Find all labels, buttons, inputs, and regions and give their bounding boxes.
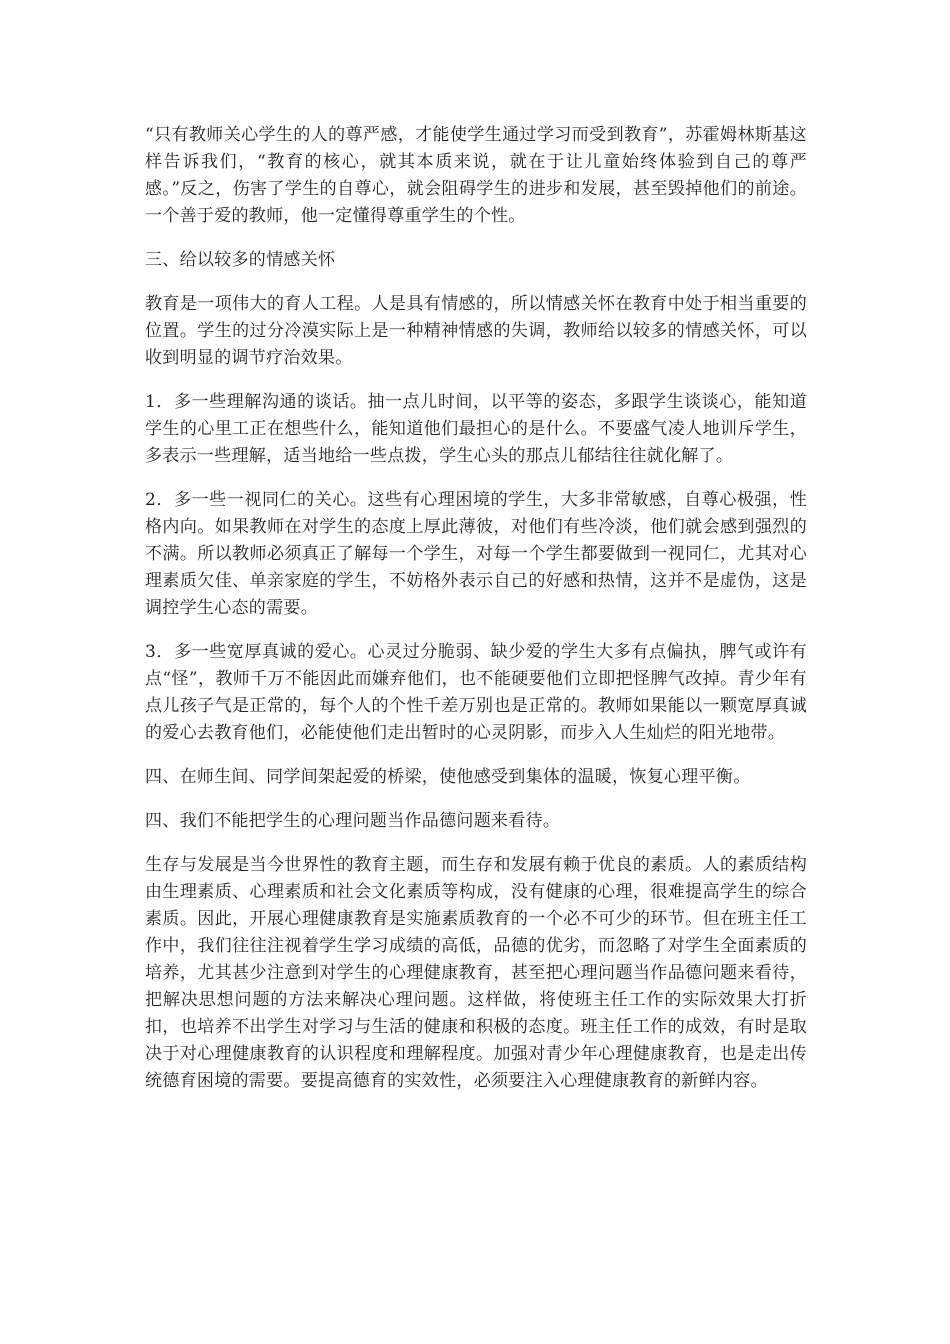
list-item-equal-care: 2．多一些一视同仁的关心。这些有心理困境的学生，大多非常敏感，自尊心极强，性格内向。如果教师在对学生的态度上厚此薄彼，对他们有些冷淡，他们就会感到强烈的不满。所以教师必须真正了解每一个学生，对每一个学生都要做到一视同仁，尤其对心理素质欠佳、单亲家庭的学生，不妨格外表示自己的好感和热情，这并不是虚伪，这是调控学生心态的需要。 <box>145 490 807 618</box>
paragraph-emotional-care: 教育是一项伟大的育人工程。人是具有情感的，所以情感关怀在教育中处于相当重要的位置。学生的过分冷漠实际上是一种精神情感的失调，教师给以较多的情感关怀，可以收到明显的调节疗治效果。 <box>145 294 807 368</box>
document-body <box>145 122 807 1112</box>
section-heading-emotional-care: 三、给以较多的情感关怀 <box>145 250 336 270</box>
section-heading-bridge-of-love: 四、在师生间、同学间架起爱的桥梁，使他感受到集体的温暖，恢复心理平衡。 <box>145 767 751 787</box>
paragraph-mental-health-education: 生存与发展是当今世界性的教育主题，而生存和发展有赖于优良的素质。人的素质结构由生理素质、心理素质和社会文化素质等构成，没有健康的心理，很难提高学生的综合素质。因此，开展心理健康教育是实施素质教育的一个必不可少的环节。但在班主任工作中，我们往往注视着学生学习成绩的高低，品德的优劣，而忽略了对学生全面素质的培养，尤其甚少注意到对学生的心理健康教育，甚至把心理问题当作品德问题来看待，把解决思想问题的方法来解决心理问题。这样做，将使班主任工作的实际效果大打折扣，也培养不出学生对学习与生活的健康和积极的态度。班主任工作的成效，有时是取决于对心理健康教育的认识程度和理解程度。加强对青少年心理健康教育，也是走出传统德育困境的需要。要提高德育的实效性，必须要注入心理健康教育的新鲜内容。 <box>145 855 807 1091</box>
section-heading-psychology-vs-morality: 四、我们不能把学生的心理问题当作品德问题来看待。 <box>145 811 561 831</box>
paragraph-respect: “只有教师关心学生的人的尊严感，才能使学生通过学习而受到教育”，苏霍姆林斯基这样告诉我们，“教育的核心，就其本质来说，就在于让儿童始终体验到自己的尊严感。”反之，伤害了学生的自尊心，就会阻碍学生的进步和发展，甚至毁掉他们的前途。一个善于爱的教师，他一定懂得尊重学生的个性。 <box>145 125 807 226</box>
list-item-love: 3．多一些宽厚真诚的爱心。心灵过分脆弱、缺少爱的学生大多有点偏执，脾气或许有点“怪”，教师千万不能因此而嫌弃他们，也不能硬要他们立即把怪脾气改掉。青少年有点儿孩子气是正常的，每个人的个性千差万别也是正常的。教师如果能以一颗宽厚真诚的爱心去教育他们，必能使他们走出暂时的心灵阴影，而步入人生灿烂的阳光地带。 <box>145 642 807 743</box>
list-item-communication: 1．多一些理解沟通的谈话。抽一点儿时间，以平等的姿态，多跟学生谈谈心，能知道学生的心里工正在想些什么，能知道他们最担心的是什么。不要盛气凌人地训斥学生，多表示一些理解，适当地给一些点拨，学生心头的那点儿郁结往往就化解了。 <box>145 392 807 466</box>
